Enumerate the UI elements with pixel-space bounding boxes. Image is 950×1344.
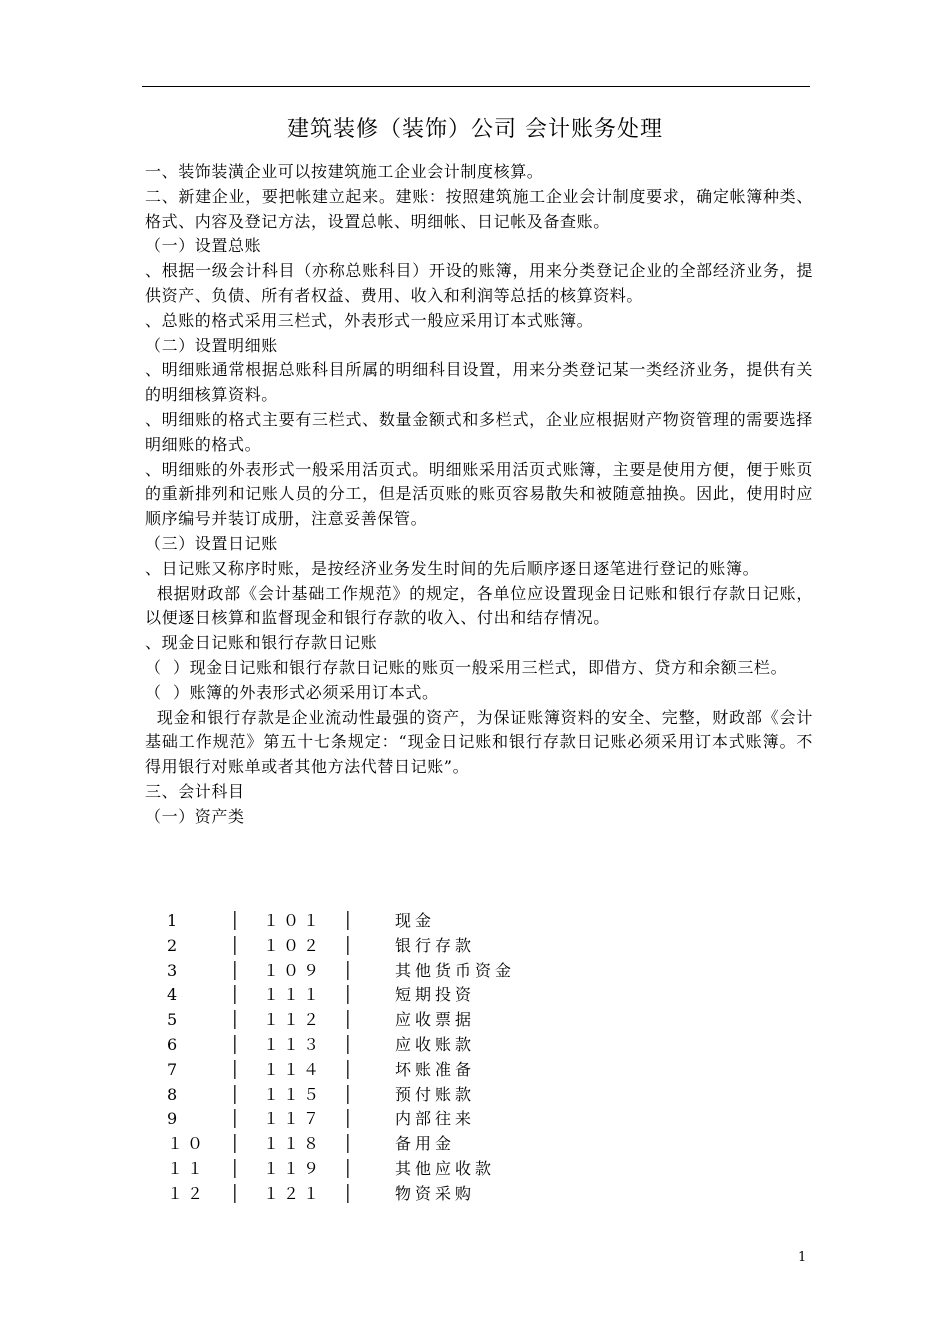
paragraph: （ ）现金日记账和银行存款日记账的账页一般采用三栏式，即借方、贷方和余额三栏。 xyxy=(145,657,788,677)
account-code: １１９ xyxy=(263,1158,324,1178)
paragraph: 、明细账的格式主要有三栏式、数量金额式和多栏式，企业应根据财产物资管理的需要选择明细账的格式。 xyxy=(145,409,813,454)
account-row xyxy=(145,1083,645,1108)
account-name: 短期投资 xyxy=(395,985,476,1005)
account-code: １１４ xyxy=(263,1059,324,1079)
account-number: 1 xyxy=(167,911,182,930)
account-name: 坏账准备 xyxy=(395,1059,476,1079)
paragraph: 二、新建企业，要把帐建立起来。建账：按照建筑施工企业会计制度要求，确定帐簿种类、格式、内容及登记方法，设置总帐、明细帐、日记帐及备查账。 xyxy=(145,186,813,231)
account-code: １１２ xyxy=(263,1010,324,1030)
account-code: １０９ xyxy=(263,960,324,980)
paragraph: 、现金日记账和银行存款日记账 xyxy=(145,633,378,653)
account-number: 6 xyxy=(167,1034,182,1054)
column-separator: │ xyxy=(230,1158,244,1178)
account-number: 4 xyxy=(167,985,182,1005)
account-number: 2 xyxy=(167,935,182,955)
page-number: 1 xyxy=(798,1250,807,1265)
account-name: 现金 xyxy=(395,911,436,930)
account-row xyxy=(145,1033,645,1058)
account-row xyxy=(145,909,645,934)
account-name: 应收账款 xyxy=(395,1034,476,1054)
account-row xyxy=(145,1107,645,1132)
account-code: １１３ xyxy=(263,1034,324,1054)
paragraph: （ ）账簿的外表形式必须采用订本式。 xyxy=(145,682,439,702)
document-body xyxy=(145,160,813,830)
account-number: １１ xyxy=(167,1158,208,1178)
account-row xyxy=(145,959,645,984)
paragraph: 根据财政部《会计基础工作规范》的规定，各单位应设置现金日记账和银行存款日记账，以便逐日核算和监督现金和银行存款的收入、付出和结存情况。 xyxy=(145,583,814,628)
column-separator: │ xyxy=(343,1158,357,1178)
account-row xyxy=(145,1008,645,1033)
column-separator: │ xyxy=(343,935,357,955)
column-separator: │ xyxy=(230,1034,244,1054)
account-code: １０１ xyxy=(263,911,324,930)
section-heading: （一）资产类 xyxy=(145,806,245,826)
account-name: 应收票据 xyxy=(395,1010,476,1030)
paragraph: 、日记账又称序时账，是按经济业务发生时间的先后顺序逐日逐笔进行登记的账簿。 xyxy=(145,558,760,578)
account-number: 5 xyxy=(167,1010,182,1030)
column-separator: │ xyxy=(230,960,244,980)
account-number: 7 xyxy=(167,1059,182,1079)
account-number: 9 xyxy=(167,1109,182,1129)
column-separator: │ xyxy=(343,1010,357,1030)
paragraph: 、根据一级会计科目（亦称总账科目）开设的账簿，用来分类登记企业的全部经济业务，提供资产、负债、所有者权益、费用、收入和利润等总括的核算资料。 xyxy=(145,261,813,305)
section-heading: （三）设置日记账 xyxy=(145,533,278,553)
account-name: 备用金 xyxy=(395,1134,456,1154)
column-separator: │ xyxy=(343,985,357,1005)
section-heading: 三、会计科目 xyxy=(145,781,245,801)
paragraph: 、总账的格式采用三栏式，外表形式一般应采用订本式账簿。 xyxy=(145,310,594,330)
column-separator: │ xyxy=(230,1084,244,1104)
account-name: 预付账款 xyxy=(395,1084,476,1104)
account-code: １１７ xyxy=(263,1109,324,1129)
account-row xyxy=(145,983,645,1008)
section-heading: （一）设置总账 xyxy=(145,236,262,256)
account-row xyxy=(145,934,645,959)
column-separator: │ xyxy=(230,935,244,955)
column-separator: │ xyxy=(343,1183,357,1203)
header-rule xyxy=(142,86,810,87)
account-number: 3 xyxy=(167,960,182,980)
account-number: 8 xyxy=(167,1084,182,1104)
account-code: １１１ xyxy=(263,985,324,1005)
account-number: １０ xyxy=(167,1134,208,1154)
account-number: １２ xyxy=(167,1183,208,1203)
column-separator: │ xyxy=(230,1010,244,1030)
column-separator: │ xyxy=(343,1109,357,1129)
paragraph: 现金和银行存款是企业流动性最强的资产，为保证账簿资料的安全、完整，财政部《会计基础工作规范》第五十七条规定：“现金日记账和银行存款日记账必须采用订本式账簿。不得用银行对账单或者其他方法代替日记账”。 xyxy=(145,707,814,777)
account-name: 物资采购 xyxy=(395,1183,476,1203)
account-name: 其他货币资金 xyxy=(395,960,516,980)
column-separator: │ xyxy=(343,1034,357,1054)
document-title: 建筑装修（装饰）公司 会计账务处理 xyxy=(287,117,663,142)
column-separator: │ xyxy=(230,1183,244,1203)
account-code: １０２ xyxy=(263,935,324,955)
account-row xyxy=(145,1058,645,1083)
account-name: 银行存款 xyxy=(395,935,476,955)
column-separator: │ xyxy=(343,1134,357,1154)
paragraph: 、明细账的外表形式一般采用活页式。明细账采用活页式账簿，主要是使用方便，便于账页的重新排列和记账人员的分工，但是活页账的账页容易散失和被随意抽换。因此，使用时应顺序编号并装订成册，注意妥善保管。 xyxy=(145,459,813,529)
column-separator: │ xyxy=(343,1059,357,1079)
account-name: 内部往来 xyxy=(395,1109,476,1129)
account-code: １１８ xyxy=(263,1134,324,1154)
column-separator: │ xyxy=(230,1059,244,1079)
account-list xyxy=(145,909,645,1207)
account-code: １２１ xyxy=(263,1183,324,1203)
account-code: １１５ xyxy=(263,1084,324,1104)
column-separator: │ xyxy=(230,1109,244,1129)
account-row xyxy=(145,1182,645,1207)
paragraph: 、明细账通常根据总账科目所属的明细科目设置，用来分类登记某一类经济业务，提供有关的明细核算资料。 xyxy=(145,360,813,405)
column-separator: │ xyxy=(343,1084,357,1104)
account-row xyxy=(145,1132,645,1157)
paragraph: 一、装饰装潢企业可以按建筑施工企业会计制度核算。 xyxy=(145,162,544,181)
column-separator: │ xyxy=(230,911,244,930)
column-separator: │ xyxy=(343,960,357,980)
account-name: 其他应收款 xyxy=(395,1158,496,1178)
column-separator: │ xyxy=(230,1134,244,1154)
section-heading: （二）设置明细账 xyxy=(145,335,278,355)
column-separator: │ xyxy=(230,985,244,1005)
column-separator: │ xyxy=(343,911,357,930)
account-row xyxy=(145,1157,645,1182)
